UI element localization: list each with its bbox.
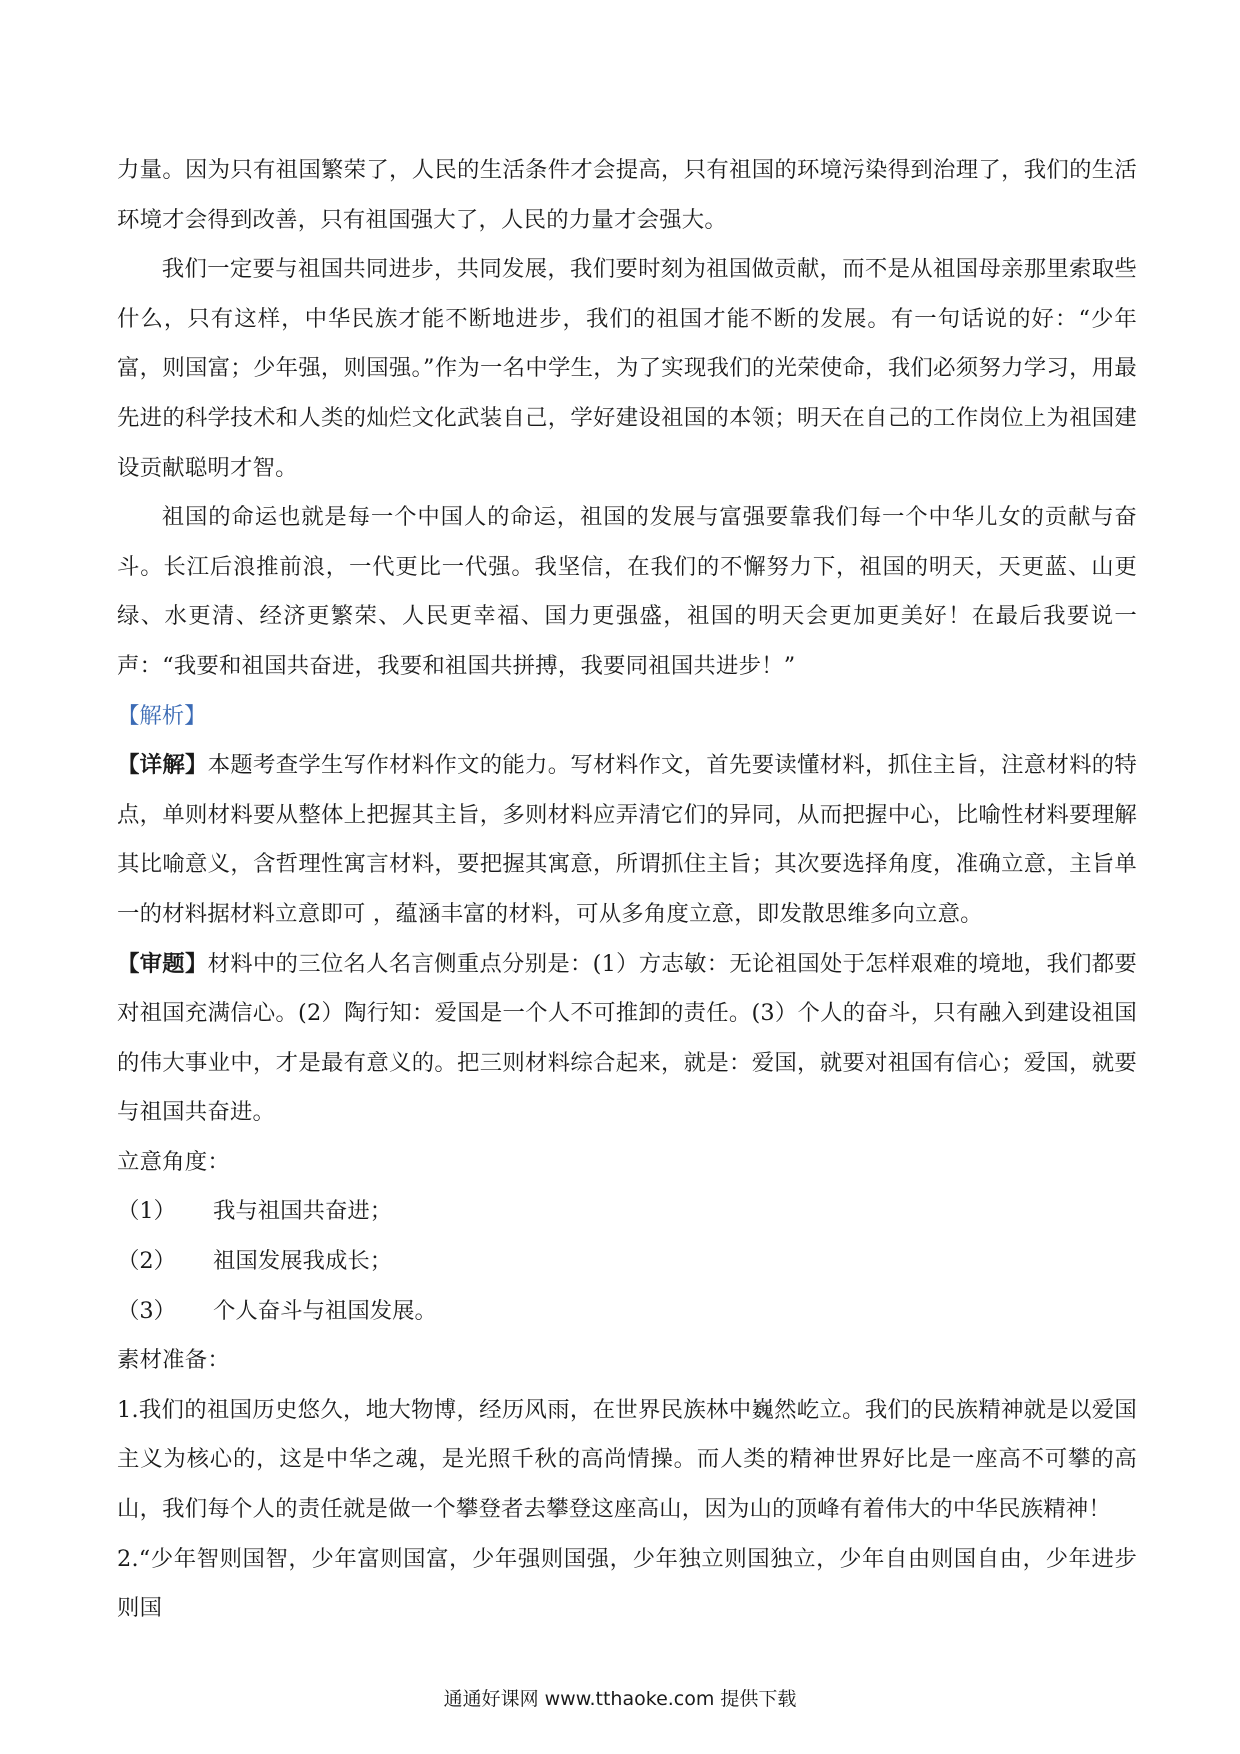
detail-label: 【详解】 (117, 752, 208, 779)
materials-label: 素材准备： (117, 1347, 230, 1374)
angle-item (117, 1287, 1137, 1337)
angle-number: （1） (117, 1198, 177, 1225)
footer-download-note: 通通好课网 www.tthaoke.com 提供下载 (443, 1688, 797, 1710)
angles-label: 立意角度： (117, 1148, 230, 1175)
review-text: 材料中的三位名人名言侧重点分别是：(1）方志敏：无论祖国处于怎样艰难的境地，我们都要对祖国充满信心。(2）陶行知：爱国是一个人不可推卸的责任。(3）个人的奋斗，只有融入到建设祖国的伟大事业中，才是最有意义的。把三则材料综合起来，就是：爱国，就要对祖国有信心；爱国，就要与祖国共奋进。 (117, 950, 1137, 1126)
essay-paragraph-1: 力量。因为只有祖国繁荣了，人民的生活条件才会提高，只有祖国的环境污染得到治理了，我们的生活环境才会得到改善，只有祖国强大了，人民的力量才会强大。 (117, 157, 1137, 233)
angle-number: （2） (117, 1248, 177, 1275)
material-2: 2.“少年智则国智，少年富则国富，少年强则国强，少年独立则国独立，少年自由则国自由，少年进步则国 (117, 1545, 1137, 1622)
material-1: 1.我们的祖国历史悠久，地大物博，经历风雨，在世界民族林中巍然屹立。我们的民族精神就是以爱国主义为核心的，这是中华之魂，是光照千秋的高尚情操。而人类的精神世界好比是一座高不可攀的高山，我们每个人的责任就是做一个攀登者去攀登这座高山，因为山的顶峰有着伟大的中华民族精神！ (117, 1396, 1137, 1523)
essay-paragraph-3: 祖国的命运也就是每一个中国人的命运，祖国的发展与富强要靠我们每一个中华儿女的贡献与奋斗。长江后浪推前浪，一代更比一代强。我坚信，在我们的不懈努力下，祖国的明天，天更蓝、山更绿、水更清、经济更繁荣、人民更幸福、国力更强盛，祖国的明天会更加更美好！在最后我要说一声：“我要和祖国共奋进，我要和祖国共拼搏，我要同祖国共进步！” (117, 504, 1137, 679)
detail-text: 本题考查学生写作材料作文的能力。写材料作文，首先要读懂材料，抓住主旨，注意材料的特点，单则材料要从整体上把握其主旨，多则材料应弄清它们的异同，从而把握中心，比喻性材料要理解其比喻意义，含哲理性寓言材料，要把握其寓意，所谓抓住主旨；其次要选择角度，准确立意，主旨单一的材料据材料立意即可 ，蕴涵丰富的材料，可从多角度立意，即发散思维多向立意。 (117, 752, 1137, 927)
angle-text: 个人奋斗与祖国发展。 (213, 1297, 437, 1324)
detail-paragraph (117, 741, 1137, 939)
review-paragraph (117, 940, 1137, 1138)
angle-text: 我与祖国共奋进； (213, 1198, 393, 1225)
angle-text: 祖国发展我成长； (213, 1248, 393, 1275)
angle-number: （3） (117, 1297, 177, 1324)
review-label: 【审题】 (117, 950, 208, 977)
angle-item (117, 1237, 1137, 1287)
analysis-heading: 【解析】 (117, 702, 207, 729)
angle-item (117, 1187, 1137, 1237)
essay-paragraph-2: 我们一定要与祖国共同进步，共同发展，我们要时刻为祖国做贡献，而不是从祖国母亲那里索取些什么，只有这样，中华民族才能不断地进步，我们的祖国才能不断的发展。有一句话说的好：“少年富，则国富；少年强，则国强。”作为一名中学生，为了实现我们的光荣使命，我们必须努力学习，用最先进的科学技术和人类的灿烂文化武装自己，学好建设祖国的本领；明天在自己的工作岗位上为祖国建设贡献聪明才智。 (117, 256, 1137, 481)
document-body (117, 146, 1137, 1634)
